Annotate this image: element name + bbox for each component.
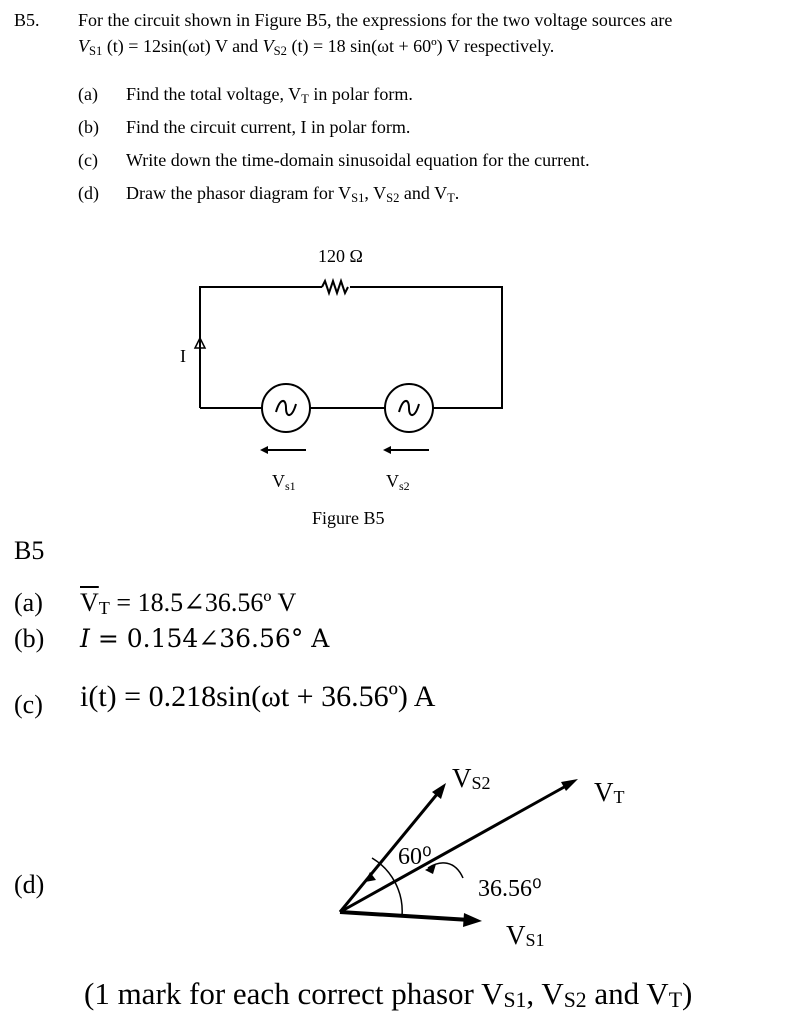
answer-heading: B5 bbox=[14, 536, 45, 565]
answer-d-letter: (d) bbox=[14, 870, 45, 899]
marks-footer bbox=[84, 976, 692, 1012]
vs1-phasor-line bbox=[340, 912, 470, 920]
vs1-subscript: S1 bbox=[89, 44, 103, 58]
question-number: B5. bbox=[14, 10, 40, 30]
part-d-pre: Draw the phasor diagram for V bbox=[126, 183, 352, 203]
part-c-text: Write down the time-domain sinusoidal equation for the current. bbox=[126, 150, 590, 170]
answer-b-letter: (b) bbox=[14, 624, 45, 653]
footer-sub3: T bbox=[668, 988, 682, 1012]
vt-arrowhead-icon bbox=[561, 779, 578, 791]
part-d-mid1: , V bbox=[364, 183, 387, 203]
vs2-symbol: V bbox=[262, 36, 274, 56]
part-a-letter: (a) bbox=[78, 84, 98, 104]
footer-mid1: , V bbox=[526, 976, 564, 1011]
vs2-subscript: S2 bbox=[273, 44, 287, 58]
part-a-pre: Find the total voltage, V bbox=[126, 84, 302, 104]
footer-mid2: and V bbox=[586, 976, 669, 1011]
answer-b-symbol: I bbox=[80, 624, 90, 653]
vt-label-sub: T bbox=[613, 787, 625, 807]
footer-pre: (1 mark for each correct phasor V bbox=[84, 976, 504, 1011]
vs2-label-main: V bbox=[452, 763, 472, 793]
part-b-text: Find the circuit current, I in polar form. bbox=[126, 117, 411, 137]
vs2-label-sub: S2 bbox=[471, 773, 491, 793]
answer-a-letter: (a) bbox=[14, 588, 43, 617]
part-d-sub1: S1 bbox=[351, 191, 365, 205]
answer-a-symbol: $\overline{V}$ bbox=[80, 588, 99, 617]
part-c-letter: (c) bbox=[78, 150, 98, 170]
source1-label-sub: s1 bbox=[285, 479, 296, 493]
angle-60-label: 60⁰ bbox=[398, 844, 432, 870]
part-a-post: in polar form. bbox=[308, 84, 413, 104]
answer-a-subscript: T bbox=[98, 598, 110, 618]
angle-3656-label: 36.56⁰ bbox=[478, 876, 542, 902]
footer-post: ) bbox=[681, 976, 693, 1011]
footer-sub1: S1 bbox=[503, 988, 527, 1012]
part-d-sub3: T bbox=[447, 191, 455, 205]
part-a-sub: T bbox=[301, 92, 309, 106]
vs1-label-main: V bbox=[506, 920, 526, 950]
footer-sub2: S2 bbox=[563, 988, 587, 1012]
answer-a-value: = 18.5∠36.56º V bbox=[109, 588, 297, 617]
question-line-1: For the circuit shown in Figure B5, the expressions for the two voltage sources are bbox=[78, 10, 673, 30]
resistor-label: 120 Ω bbox=[318, 246, 363, 266]
angle-60-arrow-icon bbox=[365, 872, 376, 882]
part-d-letter: (d) bbox=[78, 183, 99, 203]
answer-c-letter: (c) bbox=[14, 690, 43, 719]
vs2-label bbox=[452, 763, 491, 793]
vs1-expression: (t) = 12sin(ωt) V and bbox=[102, 36, 263, 56]
part-b-letter: (b) bbox=[78, 117, 99, 137]
source2-label-sub: s2 bbox=[399, 479, 410, 493]
part-d-post: . bbox=[454, 183, 460, 203]
vs1-symbol: V bbox=[78, 36, 89, 56]
vt-label-main: V bbox=[594, 777, 614, 807]
current-label: I bbox=[180, 346, 186, 366]
part-d-sub2: S2 bbox=[386, 191, 400, 205]
answer-b-value: = 0.154∠36.56° A bbox=[89, 624, 330, 653]
vt-label bbox=[594, 777, 625, 807]
vs1-label bbox=[506, 920, 545, 950]
answer-c-value: i(t) = 0.218sin(ωt + 36.56º) A bbox=[80, 680, 436, 713]
source2-label-main: V bbox=[386, 471, 399, 491]
vs1-arrowhead-icon bbox=[463, 913, 482, 927]
part-d-mid2: and V bbox=[399, 183, 448, 203]
figure-caption: Figure B5 bbox=[312, 508, 385, 528]
source1-label-main: V bbox=[272, 471, 285, 491]
vs1-label-sub: S1 bbox=[525, 930, 545, 950]
vs2-expression: (t) = 18 sin(ωt + 60º) V respectively. bbox=[286, 36, 555, 56]
